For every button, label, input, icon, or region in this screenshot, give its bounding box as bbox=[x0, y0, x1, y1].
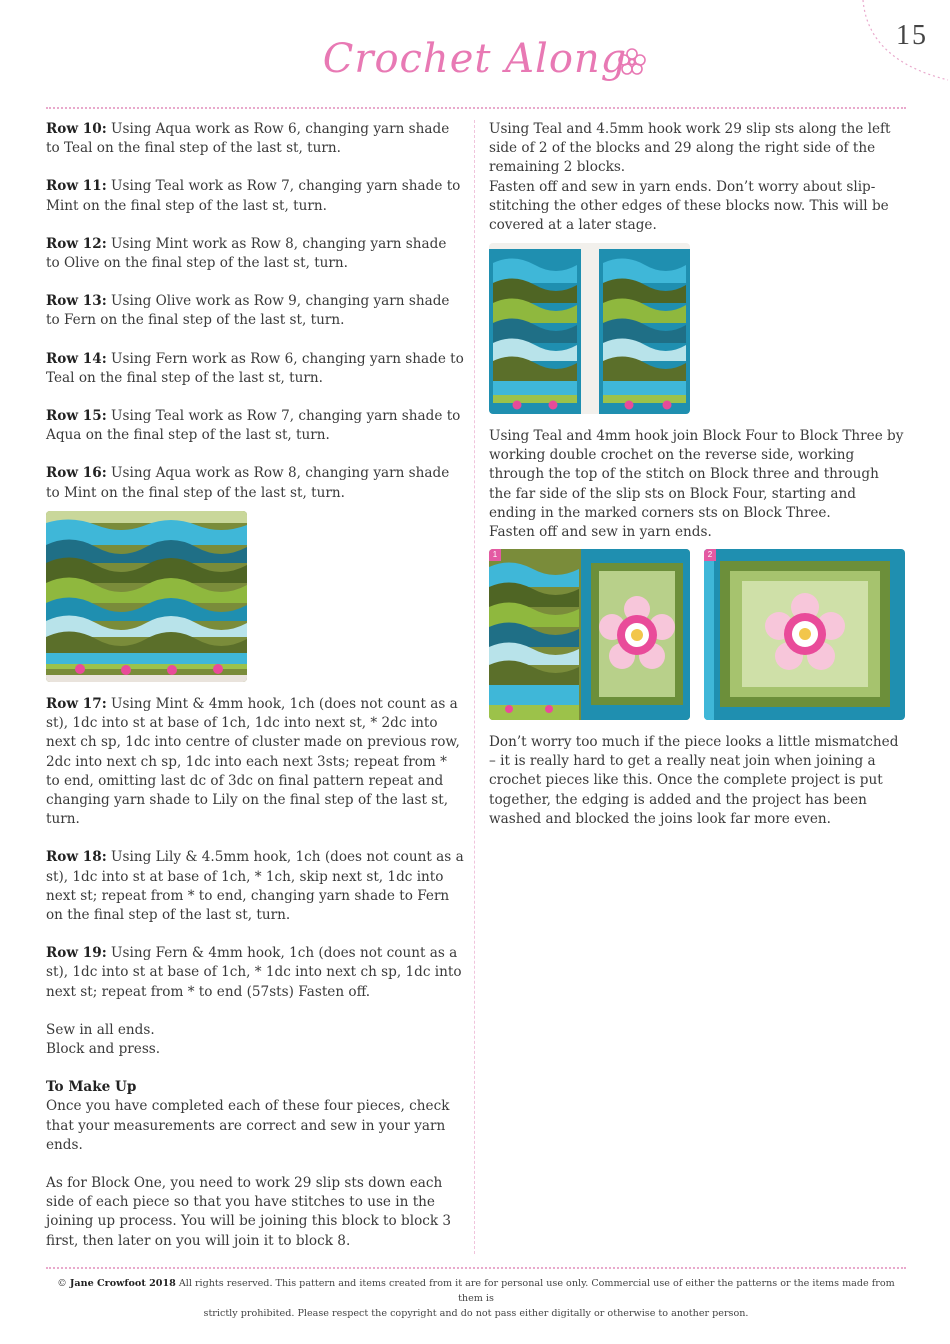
left-column-lower bbox=[46, 695, 464, 1251]
join-instructions bbox=[489, 427, 905, 542]
page-title: Crochet Along bbox=[322, 36, 628, 82]
right-column bbox=[489, 120, 905, 235]
row-13-instruction: Row 13: Using Olive work as Row 9, changing yarn shade to Fern on the final step of the last st, turn. bbox=[46, 293, 450, 329]
join-block-four-instruction: Using Teal and 4mm hook join Block Four to Block Three by working double crochet on the reverse side, working through the top of the stitch on Block three and through the far side of the slip sts on Block Four, starting and ending in the marked corners sts on Block Three. bbox=[489, 428, 904, 521]
two-blocks-photo bbox=[489, 243, 690, 414]
finishing-instructions: Sew in all ends. Block and press. bbox=[46, 1021, 161, 1058]
block-one-note: As for Block One, you need to work 29 slip sts down each side of each piece so that you have stitches to use in the joining up process. You will be joining this block to block 3 first, then later on you will join it to block 8. bbox=[46, 1175, 452, 1249]
flower-flourish-icon bbox=[612, 44, 652, 80]
row-16-instruction: Row 16: Using Aqua work as Row 8, changing yarn shade to Mint on the final step of the last st, turn. bbox=[46, 465, 450, 501]
left-column bbox=[46, 120, 464, 503]
crochet-stripes-photo bbox=[46, 511, 247, 682]
join-fasten-note: Fasten off and sew in yarn ends. bbox=[489, 524, 712, 541]
row-11-instruction: Row 11: Using Teal work as Row 7, changing yarn shade to Mint on the final step of the last st, turn. bbox=[46, 178, 461, 214]
row-10-instruction: Row 10: Using Aqua work as Row 6, changing yarn shade to Teal on the final step of the last st, turn. bbox=[46, 121, 450, 157]
row-19-instruction: Row 19: Using Fern & 4mm hook, 1ch (does not count as a st), 1dc into st at base of 1ch, * 1dc into next ch sp, 1dc into next st; repeat from * to end (57sts) Fasten off. bbox=[46, 945, 462, 1000]
row-14-instruction: Row 14: Using Fern work as Row 6, changing yarn shade to Teal on the final step of the last st, turn. bbox=[46, 350, 464, 386]
row-15-instruction: Row 15: Using Teal work as Row 7, changing yarn shade to Aqua on the final step of the last st, turn. bbox=[46, 408, 461, 444]
footer-author: Jane Crowfoot 2018 bbox=[69, 1278, 176, 1289]
make-up-heading: To Make Up bbox=[46, 1079, 137, 1096]
row-12-instruction: Row 12: Using Mint work as Row 8, changing yarn shade to Olive on the final step of the last st, turn. bbox=[46, 235, 447, 272]
copyright-footer: © Jane Crowfoot 2018 All rights reserved. This pattern and items created from it are for personal use only. Commercial use of either the patterns or the items made from them is strictly prohibited. Please respect the copyright and do not pass either digitally or otherwise to another person. bbox=[57, 1278, 895, 1319]
page-number: 15 bbox=[896, 20, 928, 51]
mismatch-note-section bbox=[489, 733, 905, 829]
make-up-section: To Make Up Once you have completed each of these four pieces, check that your measurements are correct and sew in your yarn ends. bbox=[46, 1079, 450, 1153]
column-divider bbox=[474, 120, 475, 1254]
slip-stitch-instruction: Using Teal and 4.5mm hook work 29 slip sts along the left side of 2 of the blocks and 29 along the right side of the remaining 2 blocks. bbox=[489, 121, 891, 176]
mismatch-note: Don’t worry too much if the piece looks a little mismatched – it is really hard to get a really neat join when joining a crochet pieces like this. Once the complete project is put together, the edging is added and the project has been washed and blocked the joins look far more even. bbox=[489, 734, 899, 827]
photo-badge-2: 2 bbox=[704, 549, 716, 561]
header-divider bbox=[46, 107, 906, 109]
row-17-instruction: Row 17: Using Mint & 4mm hook, 1ch (does not count as a st), 1dc into st at base of 1ch, 1dc into next st, * 2dc into next ch sp, 1dc into centre of cluster made on previous row, 2dc into next ch sp, 1dc into each next 3sts; repeat from * to end, omitting last dc of 3dc on final pattern repeat and changing yarn shade to Lily on the final step of the last st, turn. bbox=[46, 696, 460, 828]
footer-divider bbox=[46, 1267, 906, 1269]
fasten-off-note: Fasten off and sew in yarn ends. Don’t worry about slip-stitching the other edges of these blocks now. This will be covered at a later stage. bbox=[489, 178, 889, 234]
photo-badge-1: 1 bbox=[489, 549, 501, 561]
joined-blocks-photo-2 bbox=[704, 549, 905, 720]
row-18-instruction: Row 18: Using Lily & 4.5mm hook, 1ch (does not count as a st), 1dc into st at base of 1ch, * 1ch, skip next st, 1dc into next st; repeat from * to end, changing yarn shade to Fern on the final step of the last st, turn. bbox=[46, 849, 464, 924]
joined-blocks-photo-1 bbox=[489, 549, 690, 720]
